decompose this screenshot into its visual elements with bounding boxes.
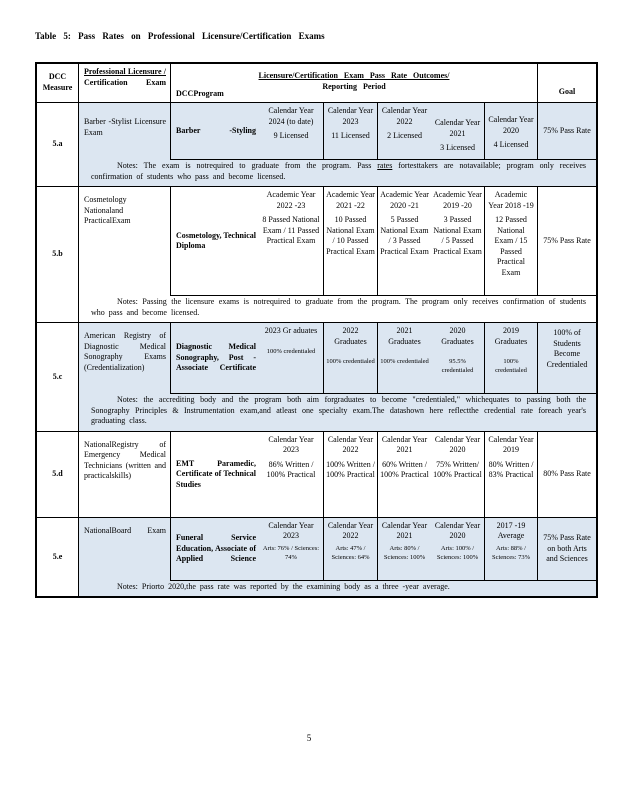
period-slot: [259, 432, 323, 517]
result-value: 10 Passed National Exam / 10 Passed Practical Exam: [326, 215, 375, 256]
period-slot: [324, 518, 377, 565]
period-label: 2020 Graduates: [441, 326, 474, 346]
goal-value: 100% of Students Become Credentialed: [537, 323, 596, 393]
period-slot: [378, 518, 431, 580]
period-label: Academic Year 2019 -20: [433, 190, 482, 210]
period-label: Calendar Year 2024 (to date): [268, 106, 314, 126]
result-value: 80% Written / 83% Practical: [488, 459, 534, 480]
result-value: 4 Licensed: [493, 140, 529, 150]
table-header-row: [37, 64, 596, 102]
period-slot: [324, 323, 377, 370]
period-label: 2021 Graduates: [388, 326, 421, 346]
program-cell: [170, 187, 323, 295]
outcomes-underlined: Licensure/Certification Exam Pass Rate Outcomes/: [258, 71, 450, 80]
period-slot: [485, 187, 537, 281]
goal-value: 80% Pass Rate: [537, 432, 596, 517]
period-label: Academic Year 2018 -19: [488, 190, 534, 210]
period-label: Calendar Year 2023: [268, 434, 314, 455]
program-cell: [170, 323, 323, 393]
period-slot: [378, 323, 431, 393]
col-header-dcc-program: DCCProgram: [176, 89, 224, 99]
table-row-5d: [37, 431, 596, 517]
goal-value: 75% Pass Rate: [537, 187, 596, 295]
program-name: EMT Paramedic, Certificate of Technical Studies: [176, 458, 256, 489]
period-slot: [431, 187, 484, 295]
period-label: Calendar Year 2022: [327, 520, 374, 541]
period-label: Calendar Year 2019: [488, 434, 534, 455]
result-value: 100% Written / 100% Practical: [326, 459, 375, 480]
exam-name: NationalBoard Exam: [84, 525, 166, 535]
col-header-goal: Goal: [537, 64, 596, 102]
period-label: Calendar Year 2020: [488, 115, 534, 135]
col-header-outcomes: [170, 64, 537, 102]
period-label: 2017 -19 Average: [496, 520, 526, 541]
notes-pre: Notes: The exam is notrequired to graduate from the program. Pass: [117, 161, 378, 170]
result-value: 5 Passed National Exam / 3 Passed Practical Exam: [380, 215, 429, 256]
program-name: Funeral Service Education, Associate of Applied Science: [176, 533, 256, 564]
period-label: Academic Year 2022 -23: [266, 190, 316, 210]
period-slot: [485, 432, 537, 484]
period-label: Calendar Year 2022: [381, 106, 428, 126]
measure-label: 5.d: [37, 432, 79, 517]
period-label: Academic Year 2020 -21: [380, 190, 429, 210]
measure-label: 5.c: [37, 323, 79, 431]
notes-text: Notes: Priorto 2020,the pass rate was reported by the examining body as a three -year average.: [79, 580, 596, 597]
period-label: Calendar Year 2022: [327, 434, 374, 455]
period-slot: [378, 432, 431, 517]
result-value: 100% credentialed: [326, 358, 375, 366]
period-label: Calendar Year 2021: [434, 118, 481, 138]
result-value: 75% Written/ 100% Practical: [433, 459, 482, 480]
period-slot: [259, 323, 323, 393]
period-slot: [378, 187, 431, 295]
result-value: 2 Licensed: [387, 131, 422, 141]
period-slot: [431, 323, 484, 393]
result-value: Arts: 80% / Sciences: 100%: [383, 544, 426, 561]
period-label: 2023 Gr aduates: [264, 326, 318, 336]
period-slot: [259, 187, 323, 295]
program-cell: [170, 432, 323, 517]
period-slot: [378, 103, 431, 159]
col-header-exam-rest: Certification Exam: [84, 77, 166, 87]
period-label: Calendar Year 2023: [268, 520, 314, 541]
period-slot: [431, 432, 484, 517]
col-header-exam-underlined: Professional Licensure /: [84, 67, 166, 76]
result-value: 3 Passed National Exam / 5 Passed Practical Exam: [433, 215, 482, 256]
program-name: Cosmetology, Technical Diploma: [176, 230, 257, 251]
page-title: Table 5: Pass Rates on Professional Licensure/Certification Exams: [35, 31, 325, 41]
col-header-exam: [79, 64, 170, 102]
result-value: 3 Licensed: [440, 143, 475, 153]
result-value: 8 Passed National Exam / 11 Passed Practical Exam: [262, 215, 320, 246]
goal-value: 75% Pass Rate: [537, 103, 596, 159]
period-slot: [324, 432, 377, 484]
measure-label: 5.e: [37, 518, 79, 597]
period-label: Calendar Year 2021: [381, 520, 428, 541]
program-cell: [170, 518, 323, 580]
page-number: 5: [306, 733, 312, 743]
result-value: 60% Written / 100% Practical: [380, 459, 429, 480]
result-value: 86% Written / 100% Practical: [266, 459, 316, 480]
table-row-5e: [37, 517, 596, 597]
period-label: Calendar Year 2020: [434, 520, 481, 541]
result-value: 100% credentialed: [495, 358, 527, 374]
period-label: Calendar Year 2023: [327, 106, 374, 126]
result-value: 9 Licensed: [273, 131, 309, 141]
measure-label: 5.a: [37, 103, 79, 186]
program-name: Diagnostic Medical Sonography, Post - Associate Certificate: [176, 342, 256, 373]
period-slot: [431, 518, 484, 580]
period-slot: [485, 103, 537, 154]
period-slot: [485, 518, 537, 565]
period-slot: [259, 103, 323, 159]
table-row-5a: [37, 102, 596, 186]
outcomes-title: [171, 71, 537, 92]
goal-value: 75% Pass Rate on both Arts and Sciences: [537, 518, 596, 580]
pass-rates-table: [35, 62, 598, 598]
period-label: Calendar Year 2020: [434, 434, 481, 455]
outcomes-rest: Reporting Period: [322, 81, 386, 91]
notes-text: Notes: Passing the licensure exams is notrequired to graduate from the program. The program only receives confirmation of students who pass and become licensed.: [79, 295, 596, 322]
notes-underlined: rates: [377, 161, 393, 170]
period-slot: [259, 518, 323, 580]
exam-name: NationalRegistry of Emergency Medical Technicians (written and practicalskills): [84, 439, 166, 481]
program-name: Barber -Styling: [176, 125, 256, 135]
period-slot: [431, 103, 484, 159]
col-header-dcc-measure: DCC Measure: [37, 64, 79, 102]
result-value: 100% credentialed: [380, 358, 429, 366]
table-row-5c: [37, 322, 596, 431]
result-value: Arts: 47% / Sciences: 64%: [331, 544, 370, 561]
exam-name: American Registry of Diagnostic Medical Sonography Exams (Credentialization): [84, 331, 166, 372]
result-value: 95.5% credentialed: [441, 358, 474, 374]
period-slot: [485, 323, 537, 378]
notes-text: Notes: the accrediting body and the program both aim forgraduates to become "credentialed," whichequates to passing both the Sonography Principles & Instrumentation exam,and atleast one specialty exam.The datashown here reflectthe credential rate foreach year's graduating class.: [79, 393, 596, 431]
notes-post: fortesttakers are notavailable; program only receives confirmation of students who pass and become licensed.: [91, 161, 586, 181]
period-label: Calendar Year 2021: [381, 434, 428, 455]
period-label: 2022 Graduates: [334, 326, 367, 346]
result-value: 12 Passed National Exam / 15 Passed Practical Exam: [494, 215, 528, 277]
exam-name: Barber -Stylist Licensure Exam: [84, 117, 166, 137]
exam-name: Cosmetology Nationaland PracticalExam: [84, 195, 131, 226]
measure-label: 5.b: [37, 187, 79, 322]
program-cell: [170, 103, 323, 159]
result-value: Arts: 100% / Sciences: 100%: [436, 544, 479, 561]
result-value: Arts: 76% / Sciences: 74%: [262, 544, 320, 561]
result-value: 11 Licensed: [331, 131, 370, 141]
period-slot: [324, 103, 377, 145]
period-label: Academic Year 2021 -22: [326, 190, 375, 210]
period-label: 2019 Graduates: [494, 326, 528, 346]
table-row-5b: [37, 186, 596, 322]
period-slot: [324, 187, 377, 260]
notes-text: [79, 159, 596, 186]
result-value: Arts: 88% / Sciences: 73%: [491, 544, 531, 561]
result-value: 100% credentialed: [266, 347, 316, 355]
